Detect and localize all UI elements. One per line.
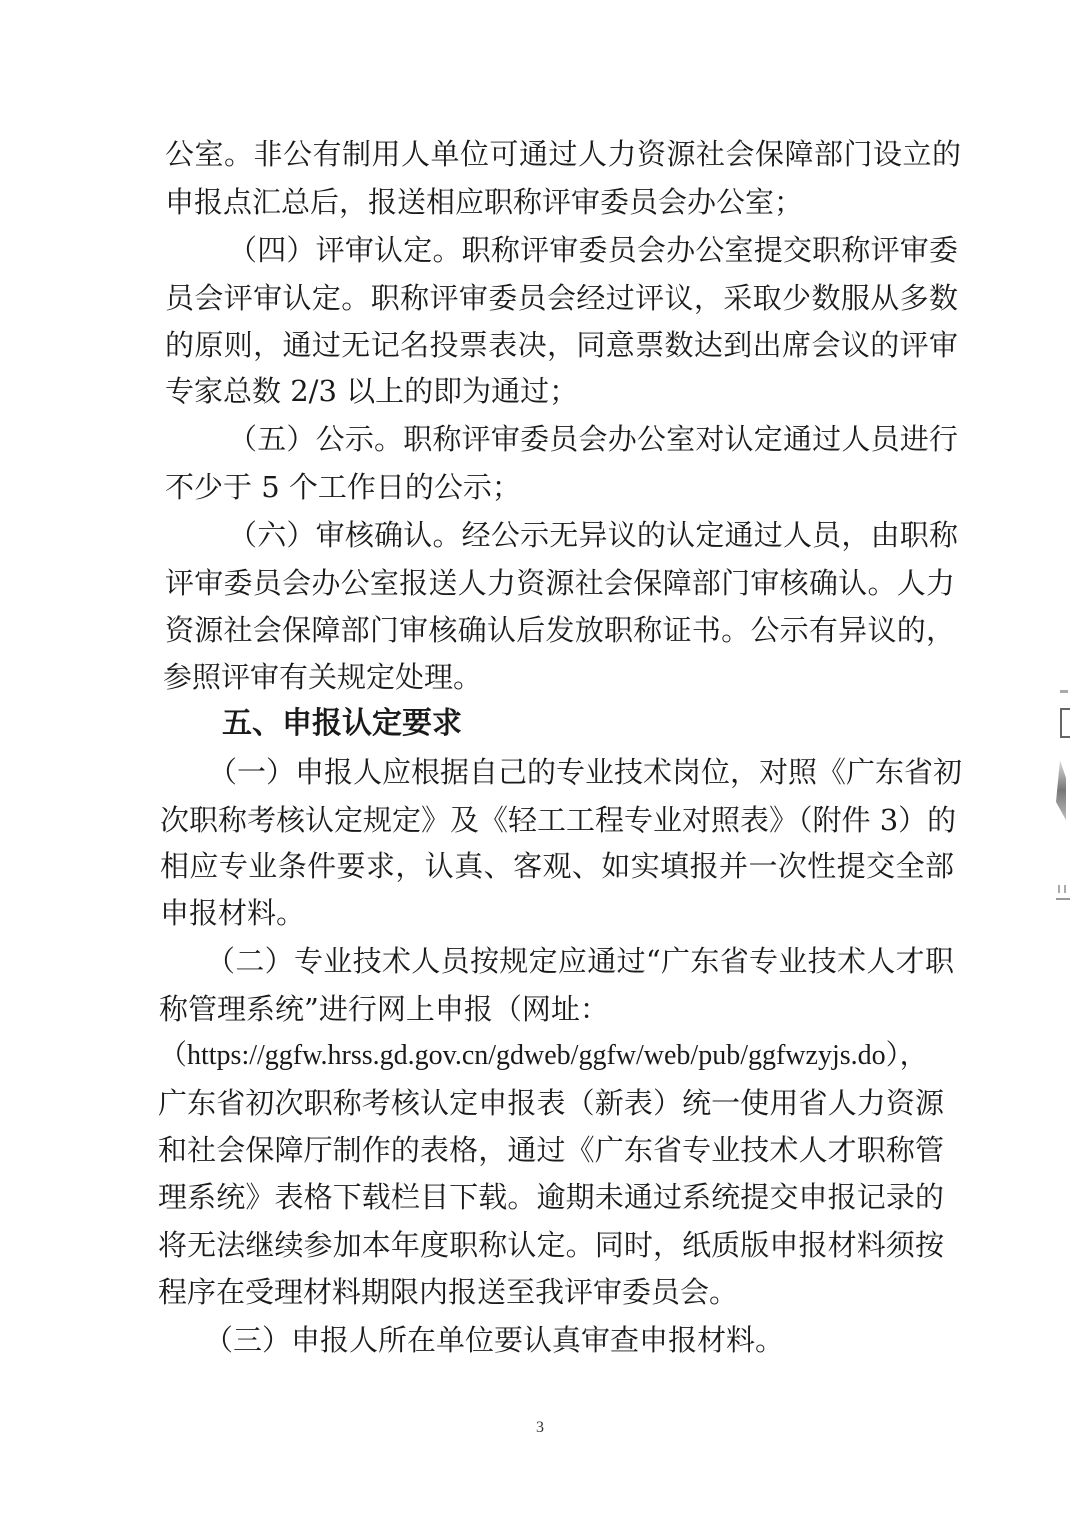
scan-artifact (1060, 690, 1068, 693)
paragraph-line: 公室。非公有制用人单位可通过人力资源社会保障部门设立的 (165, 137, 961, 171)
paragraph-line: （三）申报人所在单位要认真审查申报材料。 (204, 1323, 785, 1357)
paragraph-line: （二）专业技术人员按规定应通过“广东省专业技术人才职 (206, 944, 954, 978)
paragraph-line: 参照评审有关规定处理。 (163, 660, 483, 694)
paragraph-line: 理系统》表格下载栏目下载。逾期未通过系统提交申报记录的 (158, 1180, 944, 1214)
section-heading: 五、申报认定要求 (222, 706, 462, 741)
url-line: （https://ggfw.hrss.gd.gov.cn/gdweb/ggfw/web/pub/ggfwzyjs.do）， (159, 1040, 928, 1071)
paragraph-line: 评审委员会办公室报送人力资源社会保障部门审核确认。人力 (165, 566, 955, 600)
paragraph-line: 的原则，通过无记名投票表决，同意票数达到出席会议的评审 (165, 328, 958, 362)
scan-artifact (1056, 898, 1070, 900)
paragraph-line: （四）评审认定。职称评审委员会办公室提交职称评审委 (228, 233, 958, 267)
paragraph-line: 申报点汇总后，报送相应职称评审委员会办公室； (165, 185, 804, 219)
paragraph-line: （六）审核确认。经公示无异议的认定通过人员，由职称 (228, 518, 958, 552)
paragraph-line: 专家总数 2/3 以上的即为通过； (165, 374, 579, 408)
paragraph-line: 不少于 5 个工作日的公示； (165, 470, 521, 504)
paragraph-line: 广东省初次职称考核认定申报表（新表）统一使用省人力资源 (158, 1086, 944, 1120)
paragraph-line: 次职称考核认定规定》及《轻工工程专业对照表》（附件 3）的 (160, 803, 957, 837)
paragraph-line: 申报材料。 (160, 896, 306, 930)
scan-artifact (1060, 708, 1062, 738)
paragraph-line: 相应专业条件要求，认真、客观、如实填报并一次性提交全部 (160, 849, 954, 883)
paragraph-line: 和社会保障厅制作的表格，通过《广东省专业技术人才职称管 (158, 1133, 944, 1167)
paragraph-line: 资源社会保障部门审核确认后发放职称证书。公示有异议的， (165, 613, 955, 647)
paragraph-line: （一）申报人应根据自己的专业技术岗位，对照《广东省初 (208, 755, 963, 789)
paragraph-line: 员会评审认定。职称评审委员会经过评议，采取少数服从多数 (165, 281, 958, 315)
paragraph-line: （五）公示。职称评审委员会办公室对认定通过人员进行 (228, 422, 958, 456)
page-number: 3 (536, 1419, 544, 1436)
scan-artifact (1058, 885, 1060, 893)
scan-artifact (1064, 885, 1066, 893)
paragraph-line: 称管理系统”进行网上申报（网址： (159, 992, 609, 1026)
scan-artifact (1060, 736, 1070, 738)
scan-artifact (1056, 760, 1066, 820)
paragraph-line: 将无法继续参加本年度职称认定。同时，纸质版申报材料须按 (158, 1228, 944, 1262)
paragraph-line: 程序在受理材料期限内报送至我评审委员会。 (158, 1275, 739, 1309)
scan-artifact (1060, 708, 1070, 710)
